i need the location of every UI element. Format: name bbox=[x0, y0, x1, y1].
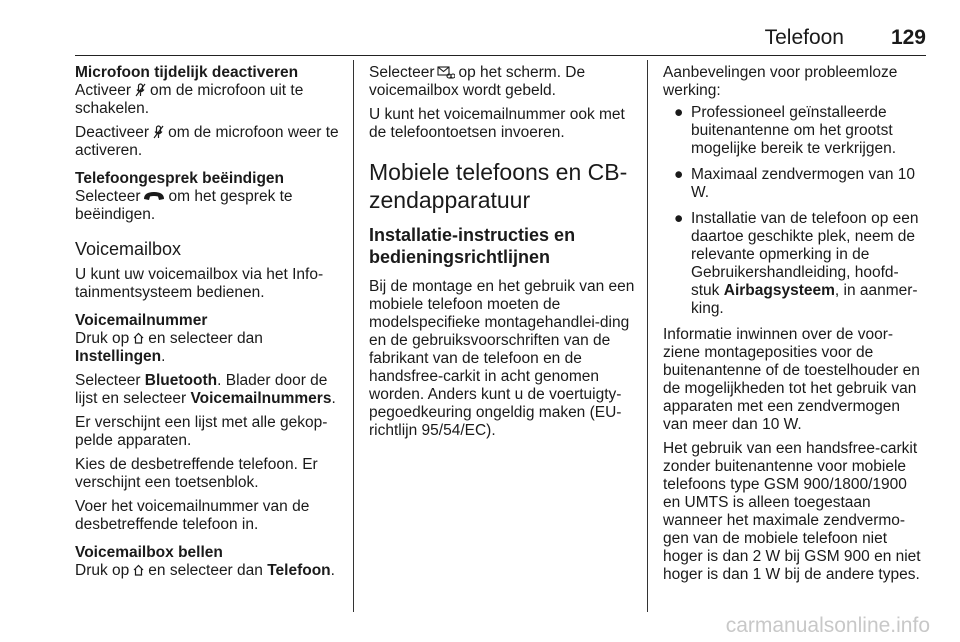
text: en selecteer dan bbox=[148, 562, 263, 579]
bullet-icon: ● bbox=[674, 166, 684, 183]
paragraph-voicemail-step3: Er verschijnt een lijst met alle gekop-pelde apparaten. bbox=[75, 414, 328, 449]
recommendation-list bbox=[663, 104, 927, 318]
column-divider bbox=[647, 60, 648, 612]
text: . Blader door de lijst en selecteer bbox=[75, 372, 328, 407]
paragraph-voicemail-step4: Kies de desbetreffende telefoon. Er verschijnt een toetsenblok. bbox=[75, 456, 318, 491]
heading-call-voicemail: Voicemailbox bellen bbox=[75, 544, 223, 561]
text: Deactiveer bbox=[75, 124, 150, 141]
voicemail-icon bbox=[437, 65, 455, 79]
column-3 bbox=[663, 64, 927, 590]
list-item bbox=[663, 104, 927, 158]
paragraph-antenna-info: Informatie inwinnen over de voor-ziene montageposities voor de buitenantenne of de toestelhouder en de mogelijkheden tot het gebruik van apparaten met een zendvermogen van meer dan 10 W. bbox=[663, 326, 920, 433]
paragraph-voicemail-step1 bbox=[75, 330, 341, 366]
menu-label-phone: Telefoon bbox=[267, 562, 331, 579]
heading-mobile-phones: Mobiele telefoons en CB-zendapparatuur bbox=[369, 159, 628, 213]
text: Installatie van de telefoon op een daartoe geschikte plek, neem de relevante opmerking in de Gebruikershandleiding, hoofd-stuk bbox=[691, 210, 919, 299]
section-title: Telefoon bbox=[764, 26, 844, 49]
bullet-icon: ● bbox=[674, 210, 684, 227]
paragraph-end-call bbox=[75, 188, 341, 224]
menu-label-bluetooth: Bluetooth bbox=[144, 372, 218, 389]
heading-voicemail-number: Voicemailnummer bbox=[75, 312, 208, 329]
menu-label-settings: Instellingen bbox=[75, 348, 162, 365]
text: Druk op bbox=[75, 330, 130, 347]
paragraph-phone-keys: U kunt het voicemailnummer ook met de telefoontoetsen invoeren. bbox=[369, 106, 625, 141]
text: Activeer bbox=[75, 82, 131, 99]
paragraph-gsm-rules: Het gebruik van een handsfree-carkit zonder buitenantenne voor mobiele telefoons type GSM 900/1800/1900 en UMTS is alleen toegestaan wanneer het maximale zendvermo-gen van de mobiele telefoon niet hoger is dan 2 W bij GSM 900 en niet hoger is dan 1 W bij de andere types. bbox=[663, 440, 921, 583]
page-header bbox=[75, 26, 926, 56]
text: Selecteer bbox=[75, 372, 141, 389]
text: om de microfoon weer te activeren. bbox=[75, 124, 339, 159]
paragraph-voicemail-step2 bbox=[75, 372, 341, 408]
text: . bbox=[330, 562, 335, 579]
heading-end-call: Telefoongesprek beëindigen bbox=[75, 170, 285, 187]
home-icon bbox=[132, 563, 145, 577]
paragraph-mic-activate bbox=[75, 82, 341, 118]
text: om de microfoon uit te schakelen. bbox=[75, 82, 304, 117]
heading-voicemailbox: Voicemailbox bbox=[75, 239, 182, 259]
column-1 bbox=[75, 64, 341, 586]
paragraph-voicemail-intro: U kunt uw voicemailbox via het Info-tainmentsysteem bedienen. bbox=[75, 266, 324, 301]
text: en selecteer dan bbox=[148, 330, 263, 347]
column-divider bbox=[353, 60, 354, 612]
header-rule bbox=[75, 55, 926, 56]
paragraph-call-voicemail bbox=[75, 562, 341, 580]
list-item bbox=[663, 210, 927, 318]
text: om het gesprek te beëindigen. bbox=[75, 188, 293, 223]
text: Professioneel geïnstalleerde buitenantenne om het grootst mogelijke bereik te verkrijgen. bbox=[691, 104, 897, 157]
chapter-reference: Airbagsysteem bbox=[723, 282, 835, 299]
menu-label-voicemail-numbers: Voicemailnummers bbox=[190, 390, 332, 407]
paragraph-installation: Bij de montage en het gebruik van een mobiele telefoon moeten de modelspecifieke montagehandlei-ding en de gebruiksvoorschriften van de fabrikant van de telefoon en de handsfree-carkit in acht genomen worden. Anders kunt u de voertuigty-pegoedkeuring ongeldig maken (EU-richtlijn 95/54/EC). bbox=[369, 278, 635, 439]
home-icon bbox=[132, 331, 145, 345]
heading-installation: Installatie-instructies en bedieningsrichtlijnen bbox=[369, 225, 576, 267]
text: op het scherm. De voicemailbox wordt gebeld. bbox=[369, 64, 586, 99]
text: Druk op bbox=[75, 562, 130, 579]
column-2 bbox=[369, 64, 635, 446]
text: Selecteer bbox=[75, 188, 141, 205]
microphone-mute-icon bbox=[152, 125, 165, 139]
paragraph-recommendations: Aanbevelingen voor probleemloze werking: bbox=[663, 64, 898, 99]
paragraph-voicemail-step5: Voer het voicemailnummer van de desbetreffende telefoon in. bbox=[75, 498, 310, 533]
text: . bbox=[161, 348, 166, 365]
heading-microphone: Microfoon tijdelijk deactiveren bbox=[75, 64, 299, 81]
text: . bbox=[331, 390, 336, 407]
hang-up-icon bbox=[143, 189, 165, 203]
text: Maximaal zendvermogen van 10 W. bbox=[691, 166, 916, 201]
text: Selecteer bbox=[369, 64, 435, 81]
page-number: 129 bbox=[890, 26, 926, 49]
paragraph-select-voicemail bbox=[369, 64, 635, 100]
bullet-icon: ● bbox=[674, 104, 684, 121]
microphone-mute-icon bbox=[134, 83, 147, 97]
text: , in aanmer-king. bbox=[691, 282, 918, 317]
paragraph-mic-deactivate bbox=[75, 124, 341, 160]
watermark: carmanualsonline.info bbox=[725, 614, 930, 637]
list-item bbox=[663, 166, 927, 202]
